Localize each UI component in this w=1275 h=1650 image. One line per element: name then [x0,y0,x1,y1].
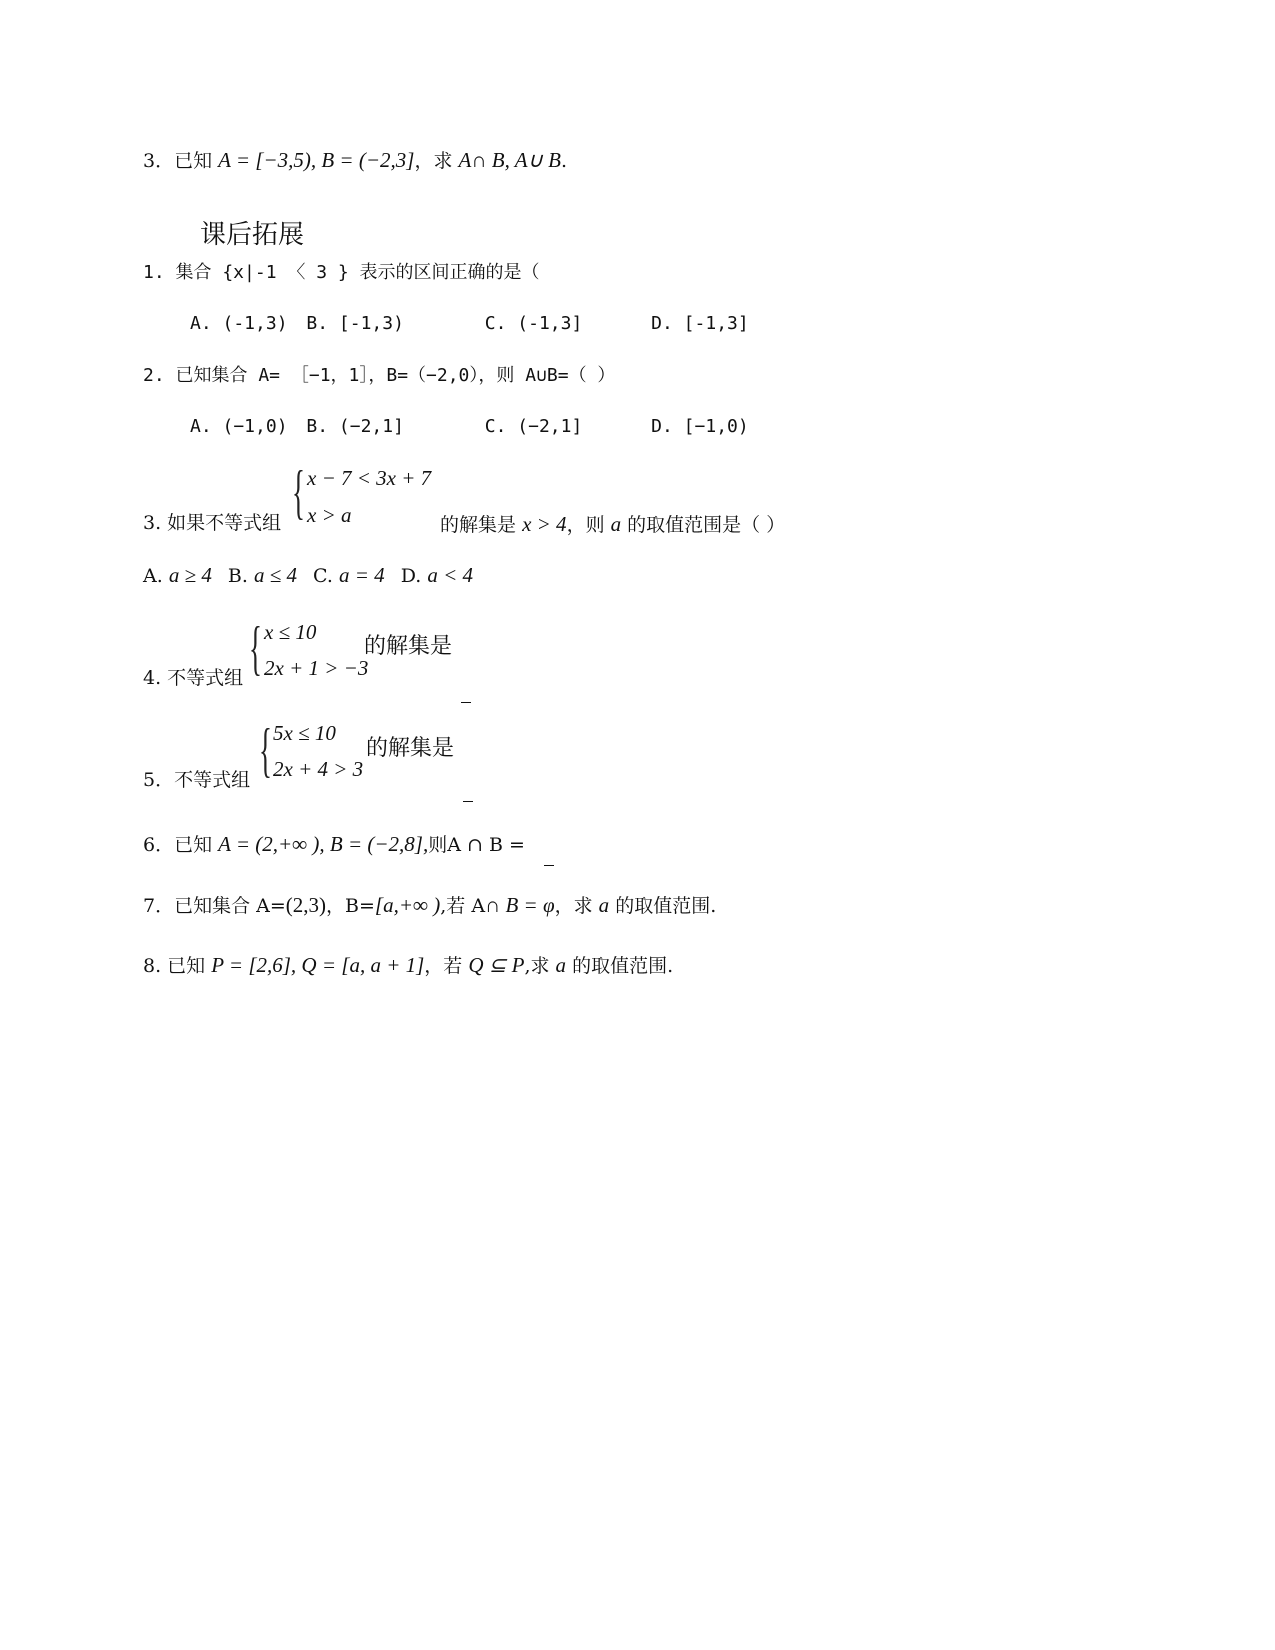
option-b: B. [-1,3) [306,313,404,334]
item-6-number: 6．已知 [143,834,213,856]
answer-blank [544,851,554,870]
option-a: A. (−1,0) [190,416,288,437]
math-variable: a [555,953,567,977]
option-d: a < 4 [427,563,474,587]
option-a: A. (-1,3) [190,313,288,334]
math-interval: (2,3) [285,893,327,917]
text: ，则 [566,514,605,536]
option-d: D. [-1,3] [651,313,749,334]
text: ，B= [326,895,375,917]
item-3-tail [440,514,785,535]
text: 的解集是 [440,514,517,536]
item-5 [143,771,250,790]
item-5-tail: 的解集是 [366,736,455,761]
math-variable: a [610,512,622,536]
math-expression: A = [−3,5), B = (−2,3] [218,148,415,172]
item-3-number: 3. 如果不等式组 [143,512,282,534]
text: ，求 [554,895,593,917]
option-c-label: C. [313,565,333,587]
option-c: C. (-1,3] [484,313,583,334]
item-4-number: 4. 不等式组 [143,667,244,689]
option-a-label: A. [143,565,163,587]
system-line-1: x − 7 < 3x + 7 [307,466,432,490]
text: ,求 [524,955,550,977]
text: 的取值范围是（ ） [627,514,786,536]
math-expression: P = [2,6], Q = [a, a + 1] [211,953,425,977]
left-brace: { [259,717,272,783]
item-2-options [190,418,749,436]
item-8 [143,955,673,976]
system-line-2: x > a [307,503,352,527]
item-3-options [143,565,473,586]
math-interval: [a,+∞ ) [374,893,441,917]
text: 的取值范围. [572,955,674,977]
item-4-tail: 的解集是 [364,634,453,659]
math-variable: a [598,893,610,917]
option-b-label: B. [227,565,248,587]
question-number: 3．已知 [143,150,213,172]
option-c: C. (−2,1] [484,416,583,437]
item-2 [143,367,615,385]
system-line-1: x ≤ 10 [264,620,317,644]
math-expression: A∩ B, A∪ B [458,148,561,172]
option-b: a ≤ 4 [253,563,297,587]
separator: ，求 [414,150,453,172]
math-condition: ∩ B = φ [485,893,555,917]
option-d: D. [−1,0) [651,416,749,437]
math-expression: A = (2,+∞ ), B = (−2,8], [218,832,429,856]
answer-blank [461,688,471,707]
answer-blank [463,787,473,806]
item-4 [143,669,243,688]
item-1 [143,264,540,282]
text: ,若 A [440,895,486,917]
item-2-text: 2. 已知集合 A= ［−1，1］，B=（−2,0），则 A∪B=（ ） [143,365,616,386]
item-7-number: 7．已知集合 A= [143,895,286,917]
option-a: a ≥ 4 [168,563,212,587]
system-line-2: 2x + 1 > −3 [264,656,369,680]
item-1-options [190,315,749,333]
option-d-label: D. [400,565,422,587]
system-line-1: 5x ≤ 10 [273,721,336,745]
item-7 [143,895,716,916]
section-title: 课后拓展 [200,220,305,250]
item-5-number: 5．不等式组 [143,769,251,791]
option-c: a = 4 [338,563,385,587]
item-1-text: 1. 集合 {x|-1 〈 3 } 表示的区间正确的是（ [143,262,540,283]
math-condition: Q ⊆ P [468,953,525,977]
option-b: B. (−2,1] [306,416,404,437]
text: 的取值范围. [615,895,717,917]
item-6-tail: 则A ∩ B = [428,834,525,856]
item-3 [143,514,281,533]
text: ，若 [424,955,463,977]
left-brace: { [292,459,305,525]
question-3-top [143,150,567,171]
math-condition: x > 4 [522,512,567,536]
system-line-2: 2x + 4 > 3 [273,757,364,781]
item-6 [143,834,525,855]
item-8-number: 8. 已知 [143,955,206,977]
left-brace: { [249,615,262,681]
period: . [560,150,568,172]
